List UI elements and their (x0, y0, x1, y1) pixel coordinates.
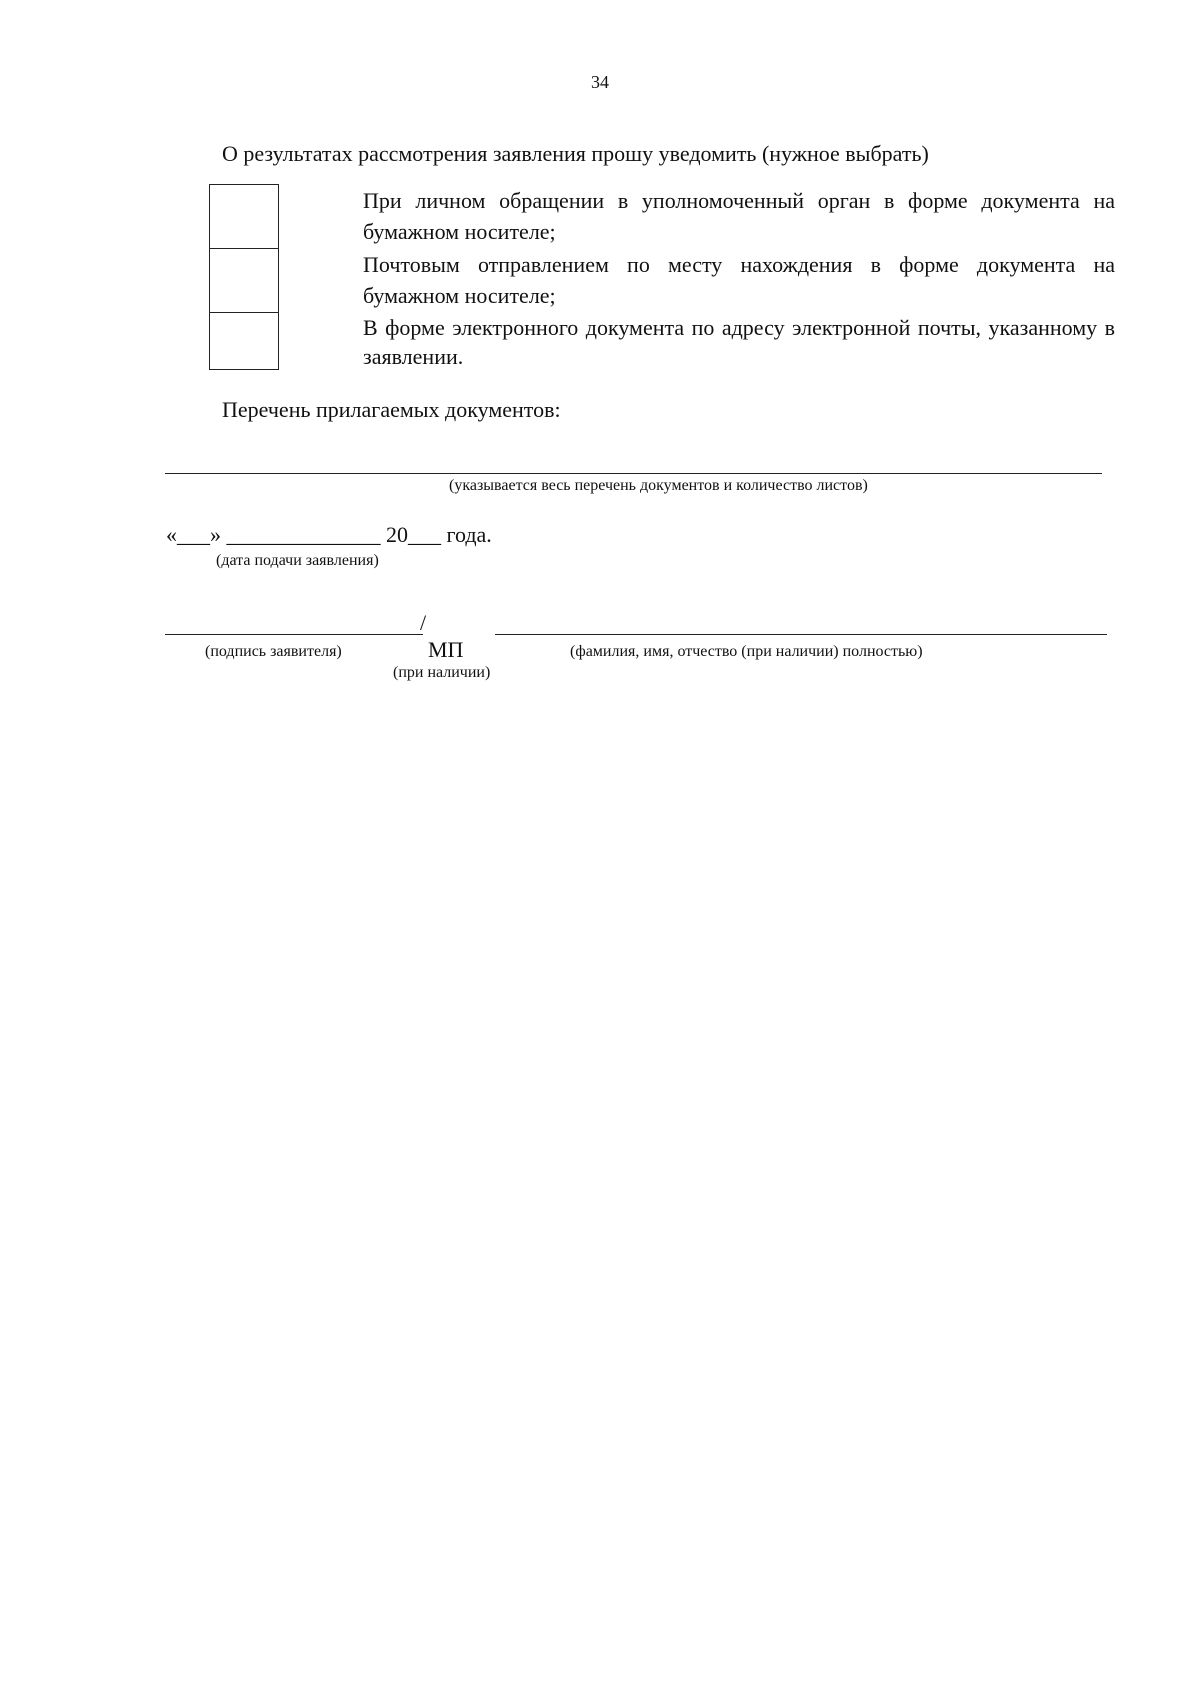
application-date-hint: (дата подачи заявления) (216, 552, 379, 569)
checkbox-personal-visit[interactable] (209, 184, 279, 249)
signature-slash: / (420, 610, 427, 635)
documents-list-hint: (указывается весь перечень документов и количество листов) (449, 477, 868, 494)
page-number: 34 (591, 72, 609, 92)
signature-line[interactable] (165, 634, 423, 635)
full-name-line[interactable] (495, 634, 1107, 635)
notify-intro-text: О результатах рассмотрения заявления прошу уведомить (нужное выбрать) (222, 141, 929, 166)
option-email-label: В форме электронного документа по адресу электронной почты, указанному в заявлении. (363, 315, 1115, 369)
full-name-hint: (фамилия, имя, отчество (при наличии) полностью) (570, 643, 923, 660)
checkbox-postal-mail[interactable] (209, 248, 279, 313)
option-personal-visit-label: При личном обращении в уполномоченный орган в форме документа на бумажном носителе; (363, 188, 1115, 244)
seal-label: МП (428, 637, 464, 662)
attached-documents-label: Перечень прилагаемых документов: (222, 397, 561, 422)
signature-hint: (подпись заявителя) (205, 643, 342, 660)
checkbox-email[interactable] (209, 312, 279, 370)
seal-hint: (при наличии) (393, 664, 491, 681)
application-date-field[interactable]: «___» ______________ 20___ года. (166, 522, 492, 547)
documents-list-line[interactable] (165, 473, 1102, 474)
option-postal-mail-label: Почтовым отправлением по месту нахождения в форме документа на бумажном носителе; (363, 252, 1115, 308)
